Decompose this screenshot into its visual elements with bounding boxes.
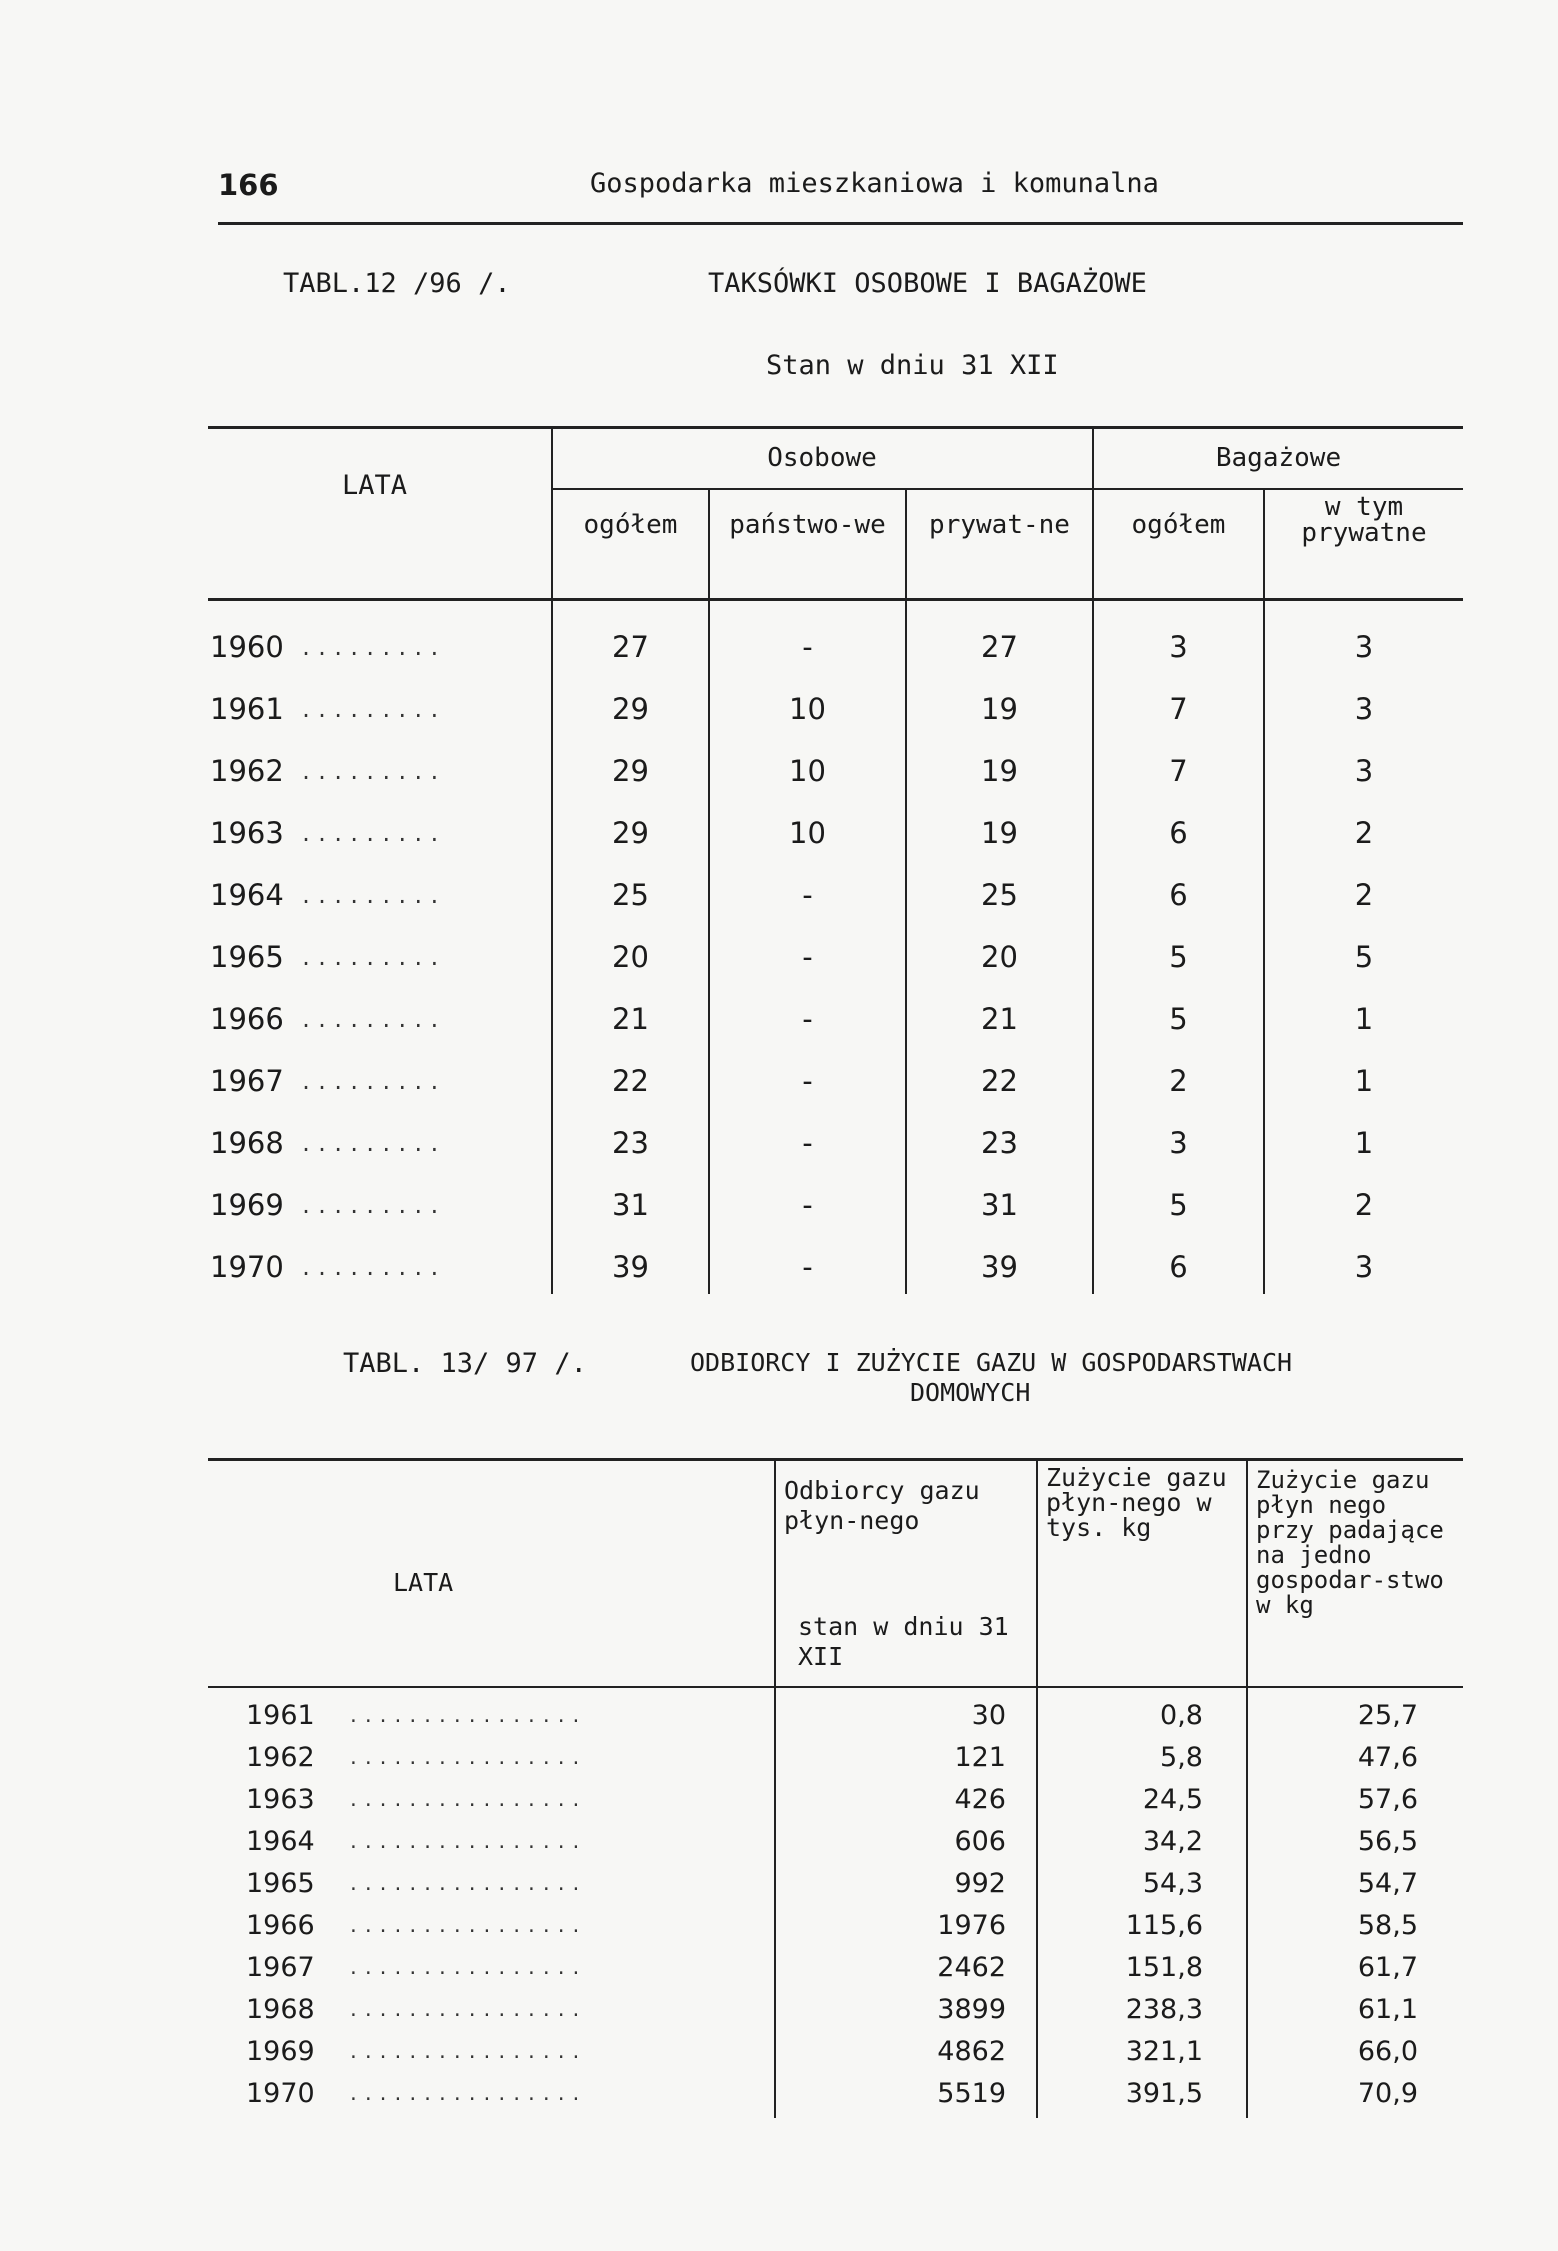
table12-col-header: ogółem bbox=[583, 510, 678, 540]
table12-cell: - bbox=[802, 630, 813, 664]
table13-row-year: 1969 bbox=[246, 2036, 315, 2067]
table12-col-header: w tym prywatne bbox=[1301, 492, 1427, 548]
table12-vline bbox=[1092, 426, 1094, 1294]
table13-row-leader: ................ bbox=[348, 2042, 586, 2063]
table13-row-leader: ................ bbox=[348, 2084, 586, 2105]
table13-row-leader: ................ bbox=[348, 1874, 586, 1895]
table12-cell: 2 bbox=[1354, 1188, 1374, 1222]
table12-cell: 21 bbox=[612, 1002, 649, 1036]
table13-row-year: 1967 bbox=[246, 1952, 315, 1983]
table13-cell: 238,3 bbox=[1125, 1994, 1203, 2025]
table13-cell: 2462 bbox=[937, 1952, 1006, 1983]
table12-col-header: ogółem bbox=[1131, 510, 1226, 540]
table13-cell: 24,5 bbox=[1142, 1784, 1203, 1815]
table12-cell: 5 bbox=[1354, 940, 1374, 974]
table12-row-year: 1969 bbox=[210, 1188, 284, 1222]
table12-cell: 2 bbox=[1354, 878, 1374, 912]
table12-cell: 27 bbox=[612, 630, 649, 664]
running-head: Gospodarka mieszkaniowa i komunalna bbox=[590, 168, 1159, 199]
table12-cell: 21 bbox=[981, 1002, 1018, 1036]
table12-cell: 27 bbox=[981, 630, 1018, 664]
table12-row-year: 1970 bbox=[210, 1250, 284, 1284]
table13-row-leader: ................ bbox=[348, 1916, 586, 1937]
table12-vline bbox=[551, 426, 553, 1294]
table12-cell: 1 bbox=[1354, 1064, 1374, 1098]
table13-lata-header: LATA bbox=[393, 1568, 454, 1597]
table13-row-year: 1963 bbox=[246, 1784, 315, 1815]
table13-cell: 1976 bbox=[937, 1910, 1006, 1941]
table12-row-leader: ......... bbox=[300, 1008, 445, 1032]
table12-row-leader: ......... bbox=[300, 1256, 445, 1280]
table12-cell: 2 bbox=[1354, 816, 1374, 850]
table12-row-year: 1966 bbox=[210, 1002, 284, 1036]
table13-cell: 61,7 bbox=[1357, 1952, 1418, 1983]
table12-row-year: 1960 bbox=[210, 630, 284, 664]
table12-cell: 22 bbox=[612, 1064, 649, 1098]
table12-cell: 5 bbox=[1169, 1188, 1188, 1222]
table13-row-leader: ................ bbox=[348, 2000, 586, 2021]
table13-cell: 70,9 bbox=[1357, 2078, 1418, 2109]
table12-row-year: 1961 bbox=[210, 692, 284, 726]
table13-cell: 61,1 bbox=[1357, 1994, 1418, 2025]
table13-cell: 5,8 bbox=[1160, 1742, 1203, 1773]
table13-cell: 25,7 bbox=[1357, 1700, 1418, 1731]
table13-col3-header: Zużycie gazu płyn nego przy padające na jedno gospodar-stwo w kg bbox=[1256, 1466, 1444, 1619]
table12-cell: 3 bbox=[1354, 692, 1374, 726]
table12-label: TABL.12 /96 /. bbox=[283, 268, 511, 299]
table13-header-bottom-rule bbox=[208, 1686, 1463, 1688]
table12-cell: 19 bbox=[981, 692, 1018, 726]
table12-cell: 31 bbox=[612, 1188, 649, 1222]
table12-col-header: państwo-we bbox=[729, 510, 886, 540]
table12-cell: 25 bbox=[612, 878, 649, 912]
table12-row-year: 1965 bbox=[210, 940, 284, 974]
table12-cell: - bbox=[802, 1002, 813, 1036]
table13-cell: 391,5 bbox=[1125, 2078, 1203, 2109]
header-rule bbox=[218, 222, 1463, 225]
table13-cell: 121 bbox=[954, 1742, 1006, 1773]
table12-cell: 19 bbox=[981, 754, 1018, 788]
page-number: 166 bbox=[218, 168, 279, 202]
table12-cell: 1 bbox=[1354, 1002, 1374, 1036]
table12-cell: - bbox=[802, 1126, 813, 1160]
table12-row-year: 1967 bbox=[210, 1064, 284, 1098]
table12-cell: 10 bbox=[789, 816, 826, 850]
table12-cell: 23 bbox=[981, 1126, 1018, 1160]
table13-col1-subheader: stan w dniu 31 XII bbox=[798, 1612, 1009, 1671]
table13-cell: 321,1 bbox=[1125, 2036, 1203, 2067]
table13-title-line2: DOMOWYCH bbox=[910, 1378, 1031, 1407]
table12-cell: 1 bbox=[1354, 1126, 1374, 1160]
table13-row-year: 1970 bbox=[246, 2078, 315, 2109]
table13-cell: 4862 bbox=[937, 2036, 1006, 2067]
table13-cell: 58,5 bbox=[1357, 1910, 1418, 1941]
table12-cell: 5 bbox=[1169, 940, 1188, 974]
table12-cell: 10 bbox=[789, 692, 826, 726]
table13-cell: 30 bbox=[971, 1700, 1006, 1731]
table13-cell: 426 bbox=[954, 1784, 1006, 1815]
table12-cell: 25 bbox=[981, 878, 1018, 912]
table12-cell: 20 bbox=[612, 940, 649, 974]
table13-cell: 54,7 bbox=[1357, 1868, 1418, 1899]
table13-row-year: 1965 bbox=[246, 1868, 315, 1899]
table12-cell: - bbox=[802, 1250, 813, 1284]
table13-cell: 66,0 bbox=[1357, 2036, 1418, 2067]
table13-cell: 57,6 bbox=[1357, 1784, 1418, 1815]
table12-osobowe-header: Osobowe bbox=[767, 443, 877, 473]
table12-cell: 10 bbox=[789, 754, 826, 788]
table13-row-year: 1966 bbox=[246, 1910, 315, 1941]
table12-group-rule bbox=[552, 488, 1463, 490]
table12-cell: 29 bbox=[612, 692, 649, 726]
table12-cell: 6 bbox=[1169, 1250, 1188, 1284]
table12-cell: 29 bbox=[612, 754, 649, 788]
table12-cell: 39 bbox=[981, 1250, 1018, 1284]
table13-row-leader: ................ bbox=[348, 1790, 586, 1811]
table13-cell: 606 bbox=[954, 1826, 1006, 1857]
table12-cell: 29 bbox=[612, 816, 649, 850]
table12-cell: 6 bbox=[1169, 816, 1188, 850]
table13-title-line1: ODBIORCY I ZUŻYCIE GAZU W GOSPODARSTWACH bbox=[690, 1348, 1293, 1377]
table13-row-leader: ................ bbox=[348, 1958, 586, 1979]
table12-row-year: 1963 bbox=[210, 816, 284, 850]
table12-cell: - bbox=[802, 1064, 813, 1098]
table13-top-rule bbox=[208, 1458, 1463, 1461]
table12-cell: 3 bbox=[1169, 630, 1188, 664]
table12-row-year: 1964 bbox=[210, 878, 284, 912]
table12-cell: 23 bbox=[612, 1126, 649, 1160]
table13-row-leader: ................ bbox=[348, 1706, 586, 1727]
table12-cell: - bbox=[802, 940, 813, 974]
table12-row-leader: ......... bbox=[300, 884, 445, 908]
table12-cell: 2 bbox=[1169, 1064, 1188, 1098]
table12-top-rule bbox=[208, 426, 1463, 429]
table12-row-leader: ......... bbox=[300, 822, 445, 846]
table12-cell: 7 bbox=[1169, 692, 1188, 726]
table13-cell: 56,5 bbox=[1357, 1826, 1418, 1857]
table13-col2-header: Zużycie gazu płyn-nego w tys. kg bbox=[1046, 1463, 1227, 1542]
table12-cell: 3 bbox=[1354, 630, 1374, 664]
table12-cell: 5 bbox=[1169, 1002, 1188, 1036]
table13-col1-header: Odbiorcy gazu płyn-nego bbox=[784, 1476, 980, 1535]
table12-cell: 31 bbox=[981, 1188, 1018, 1222]
table13-cell: 151,8 bbox=[1125, 1952, 1203, 1983]
table12-cell: 19 bbox=[981, 816, 1018, 850]
table12-cell: 3 bbox=[1354, 1250, 1374, 1284]
table12-cell: - bbox=[802, 1188, 813, 1222]
table13-row-leader: ................ bbox=[348, 1748, 586, 1769]
table13-cell: 0,8 bbox=[1160, 1700, 1203, 1731]
table13-row-year: 1964 bbox=[246, 1826, 315, 1857]
table12-cell: 3 bbox=[1354, 754, 1374, 788]
table12-cell: - bbox=[802, 878, 813, 912]
table12-bagazowe-header: Bagażowe bbox=[1215, 443, 1342, 473]
table12-cell: 22 bbox=[981, 1064, 1018, 1098]
table13-row-year: 1961 bbox=[246, 1700, 315, 1731]
table13-row-leader: ................ bbox=[348, 1832, 586, 1853]
table12-cell: 20 bbox=[981, 940, 1018, 974]
table12-subtitle: Stan w dniu 31 XII bbox=[766, 350, 1059, 381]
table12-row-year: 1968 bbox=[210, 1126, 284, 1160]
table12-cell: 3 bbox=[1169, 1126, 1188, 1160]
table13-row-year: 1962 bbox=[246, 1742, 315, 1773]
table13-cell: 115,6 bbox=[1125, 1910, 1203, 1941]
table12-header-bottom-rule bbox=[208, 598, 1463, 601]
table12-lata-header: LATA bbox=[342, 470, 408, 501]
table12-row-leader: ......... bbox=[300, 636, 445, 660]
table13-cell: 54,3 bbox=[1142, 1868, 1203, 1899]
table13-cell: 3899 bbox=[937, 1994, 1006, 2025]
table12-title: TAKSÓWKI OSOBOWE I BAGAŻOWE bbox=[708, 268, 1147, 299]
table12-col-header: prywat-ne bbox=[929, 510, 1070, 540]
table12-row-leader: ......... bbox=[300, 1070, 445, 1094]
table12-row-year: 1962 bbox=[210, 754, 284, 788]
table12-cell: 39 bbox=[612, 1250, 649, 1284]
table13-label: TABL. 13/ 97 /. bbox=[343, 1348, 587, 1379]
table12-row-leader: ......... bbox=[300, 946, 445, 970]
table12-cell: 7 bbox=[1169, 754, 1188, 788]
table13-row-year: 1968 bbox=[246, 1994, 315, 2025]
table12-row-leader: ......... bbox=[300, 698, 445, 722]
table12-row-leader: ......... bbox=[300, 1194, 445, 1218]
table12-cell: 6 bbox=[1169, 878, 1188, 912]
table12-row-leader: ......... bbox=[300, 760, 445, 784]
table13-cell: 34,2 bbox=[1142, 1826, 1203, 1857]
table13-cell: 47,6 bbox=[1357, 1742, 1418, 1773]
table13-cell: 992 bbox=[954, 1868, 1006, 1899]
table12-row-leader: ......... bbox=[300, 1132, 445, 1156]
table13-cell: 5519 bbox=[937, 2078, 1006, 2109]
